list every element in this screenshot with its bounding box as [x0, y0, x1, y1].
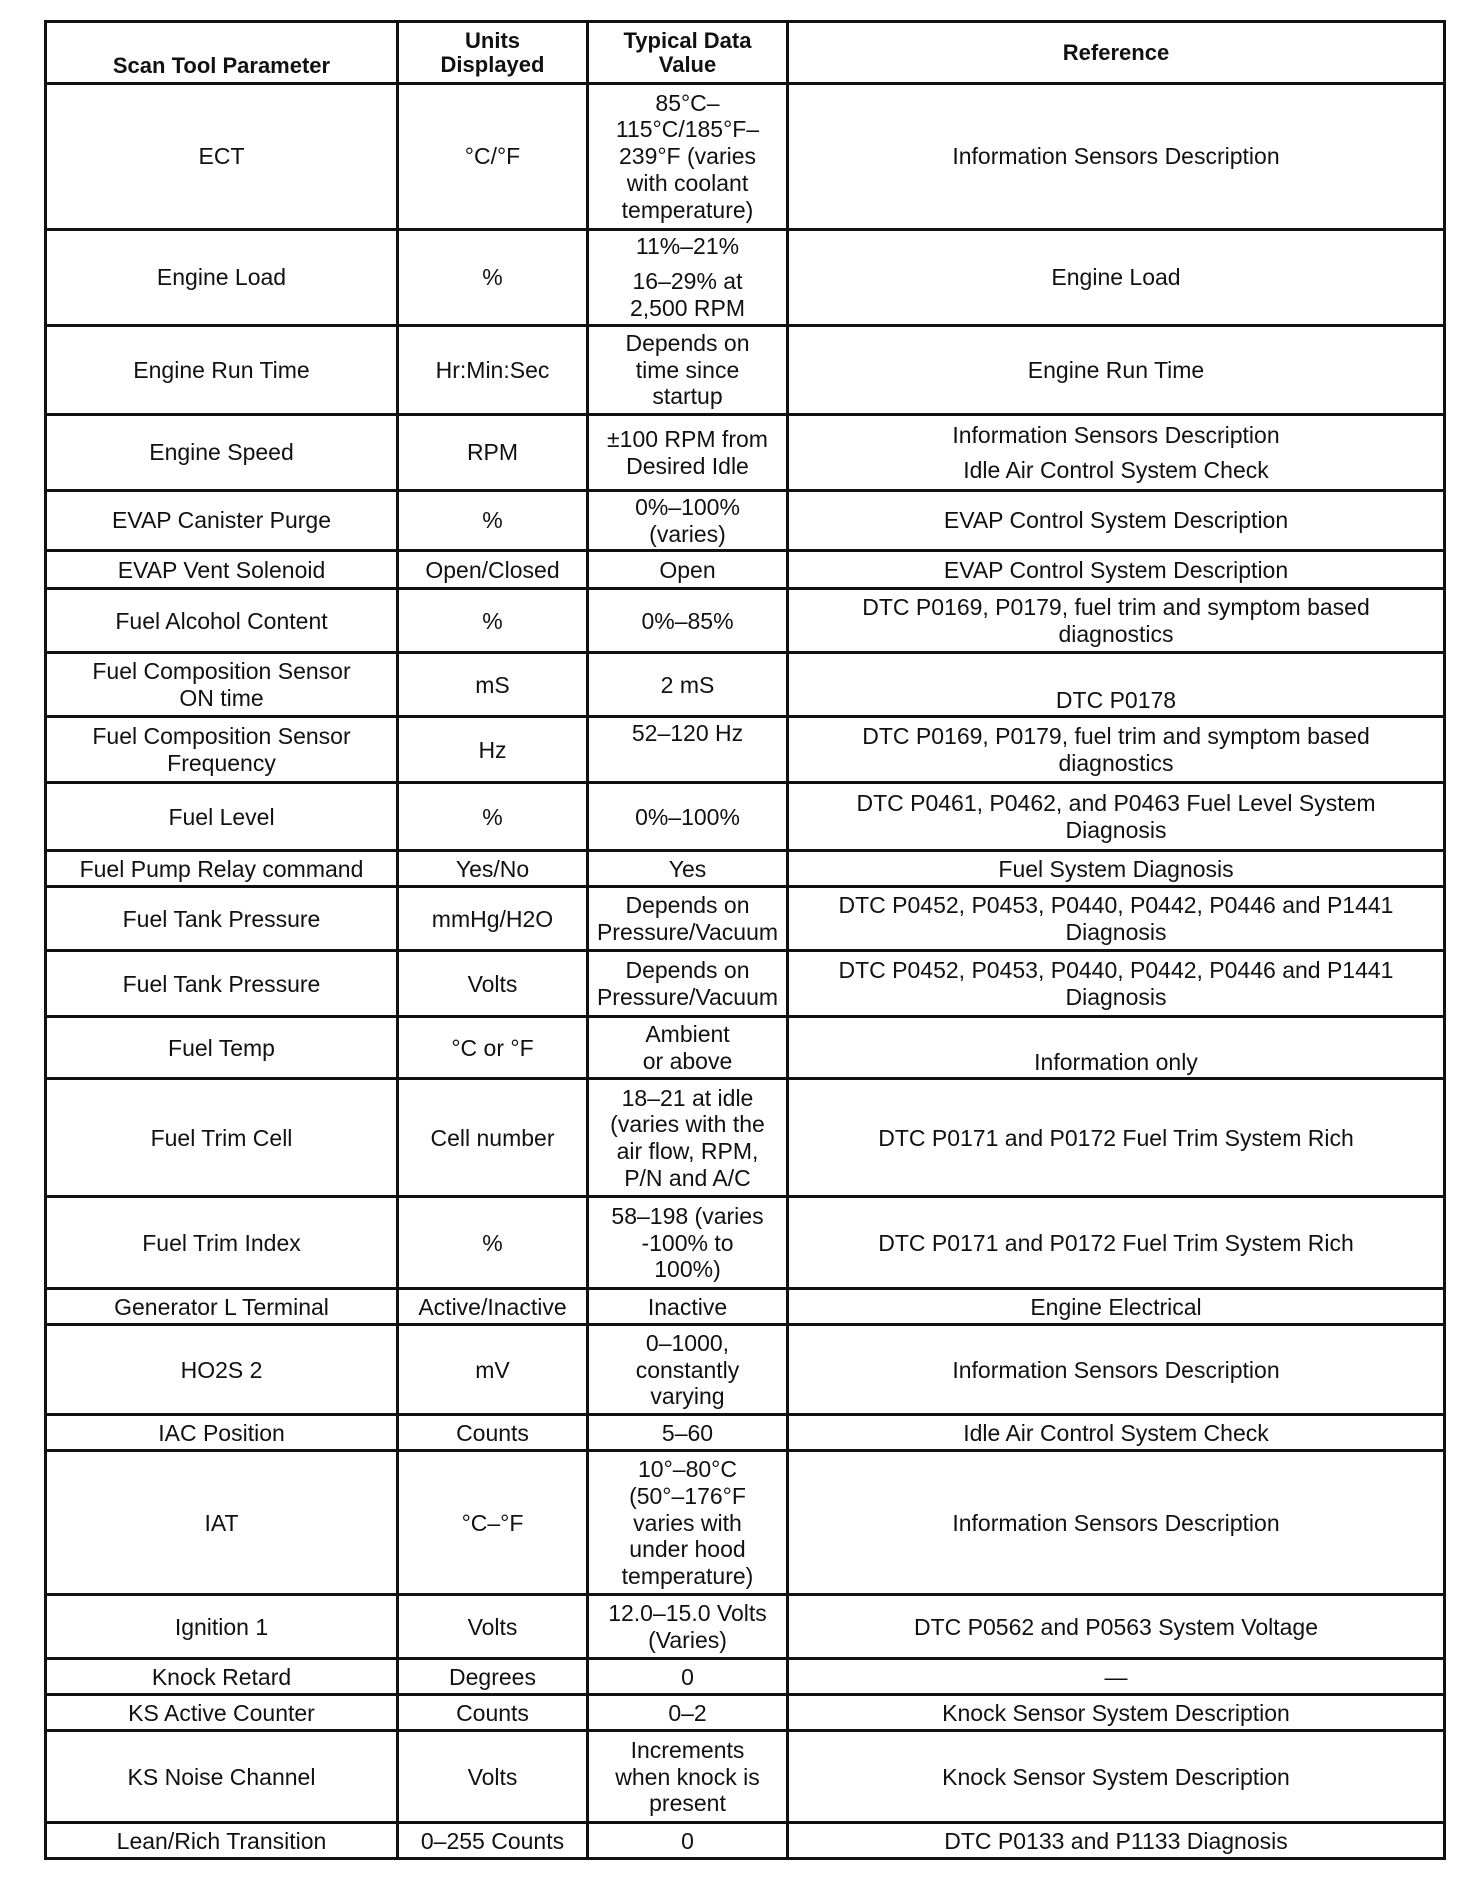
- table-row: [46, 887, 1445, 951]
- typical-cell: Yes: [588, 851, 788, 887]
- typical-cell: 0%–100%: [588, 783, 788, 851]
- reference-cell: DTC P0461, P0462, and P0463 Fuel Level System Diagnosis: [788, 783, 1445, 851]
- table-row: [46, 1017, 1445, 1079]
- typical-cell: Open: [588, 551, 788, 589]
- typical-cell: Depends on Pressure/Vacuum: [588, 951, 788, 1017]
- typical-cell: [588, 230, 788, 326]
- typical-cell: 10°–80°C (50°–176°F varies with under hood temperature): [588, 1451, 788, 1595]
- reference-cell: [788, 415, 1445, 491]
- header-typical-data-value: Typical Data Value: [588, 22, 788, 84]
- reference-cell: DTC P0452, P0453, P0440, P0442, P0446 and P1441 Diagnosis: [788, 951, 1445, 1017]
- reference-cell: Information Sensors Description: [788, 1325, 1445, 1415]
- typical-cell: 12.0–15.0 Volts (Varies): [588, 1595, 788, 1659]
- table-row: [46, 783, 1445, 851]
- param-cell: Fuel Level: [46, 783, 398, 851]
- table-row: [46, 326, 1445, 415]
- param-cell: Fuel Pump Relay command: [46, 851, 398, 887]
- table-row: [46, 851, 1445, 887]
- units-cell: mmHg/H2O: [398, 887, 588, 951]
- table-row: [46, 491, 1445, 551]
- units-cell: %: [398, 589, 588, 653]
- reference-cell: DTC P0178: [788, 653, 1445, 717]
- typical-cell: Depends on time since startup: [588, 326, 788, 415]
- header-row: [46, 22, 1445, 84]
- table-row: [46, 1325, 1445, 1415]
- typical-cell: Inactive: [588, 1289, 788, 1325]
- reference-cell: Information only: [788, 1017, 1445, 1079]
- reference-cell: DTC P0133 and P1133 Diagnosis: [788, 1823, 1445, 1859]
- units-cell: Hz: [398, 717, 588, 783]
- reference-cell: Engine Electrical: [788, 1289, 1445, 1325]
- param-cell: Fuel Trim Cell: [46, 1079, 398, 1197]
- typical-cell: Depends on Pressure/Vacuum: [588, 887, 788, 951]
- param-cell: Fuel Tank Pressure: [46, 951, 398, 1017]
- table-row: [46, 1595, 1445, 1659]
- units-cell: Volts: [398, 1595, 588, 1659]
- param-cell: Fuel Trim Index: [46, 1197, 398, 1289]
- param-cell: HO2S 2: [46, 1325, 398, 1415]
- reference-cell: Engine Load: [788, 230, 1445, 326]
- param-cell: Ignition 1: [46, 1595, 398, 1659]
- param-cell: Engine Speed: [46, 415, 398, 491]
- header-scan-tool-parameter: Scan Tool Parameter: [46, 22, 398, 84]
- header-reference: Reference: [788, 22, 1445, 84]
- table-row: [46, 1451, 1445, 1595]
- table-row: [46, 653, 1445, 717]
- units-cell: %: [398, 230, 588, 326]
- param-cell: Generator L Terminal: [46, 1289, 398, 1325]
- reference-cell: Information Sensors Description: [788, 84, 1445, 230]
- typical-cell: 0–2: [588, 1695, 788, 1731]
- typical-cell: 18–21 at idle (varies with the air flow, RPM, P/N and A/C: [588, 1079, 788, 1197]
- units-cell: Counts: [398, 1695, 588, 1731]
- reference-cell: EVAP Control System Description: [788, 491, 1445, 551]
- table-body: [46, 84, 1445, 1859]
- table-row: [46, 1197, 1445, 1289]
- typical-value-line: 16–29% at 2,500 RPM: [629, 268, 746, 321]
- table-row: [46, 1289, 1445, 1325]
- units-cell: Hr:Min:Sec: [398, 326, 588, 415]
- param-cell: KS Active Counter: [46, 1695, 398, 1731]
- reference-cell: DTC P0171 and P0172 Fuel Trim System Rich: [788, 1197, 1445, 1289]
- reference-cell: —: [788, 1659, 1445, 1695]
- units-cell: °C or °F: [398, 1017, 588, 1079]
- reference-cell: Knock Sensor System Description: [788, 1695, 1445, 1731]
- param-cell: Engine Load: [46, 230, 398, 326]
- reference-cell: DTC P0171 and P0172 Fuel Trim System Rich: [788, 1079, 1445, 1197]
- units-cell: Volts: [398, 1731, 588, 1823]
- param-cell: Fuel Composition Sensor ON time: [46, 653, 398, 717]
- param-cell: Engine Run Time: [46, 326, 398, 415]
- units-cell: Counts: [398, 1415, 588, 1451]
- reference-cell: Fuel System Diagnosis: [788, 851, 1445, 887]
- units-cell: 0–255 Counts: [398, 1823, 588, 1859]
- param-cell: Knock Retard: [46, 1659, 398, 1695]
- reference-cell: Knock Sensor System Description: [788, 1731, 1445, 1823]
- units-cell: Yes/No: [398, 851, 588, 887]
- units-cell: mV: [398, 1325, 588, 1415]
- table-row: [46, 589, 1445, 653]
- table-row: [46, 1695, 1445, 1731]
- reference-line: Information Sensors Description: [952, 421, 1280, 448]
- typical-cell: 0%–100% (varies): [588, 491, 788, 551]
- typical-cell: 0: [588, 1659, 788, 1695]
- reference-cell: Information Sensors Description: [788, 1451, 1445, 1595]
- reference-cell: DTC P0452, P0453, P0440, P0442, P0446 and P1441 Diagnosis: [788, 887, 1445, 951]
- param-cell: Fuel Composition Sensor Frequency: [46, 717, 398, 783]
- typical-cell: 0–1000, constantly varying: [588, 1325, 788, 1415]
- typical-cell: 0%–85%: [588, 589, 788, 653]
- typical-value-line: 11%–21%: [635, 233, 740, 260]
- table-row: [46, 1731, 1445, 1823]
- reference-line: Idle Air Control System Check: [963, 456, 1269, 483]
- param-cell: EVAP Vent Solenoid: [46, 551, 398, 589]
- table-row: [46, 84, 1445, 230]
- units-cell: Volts: [398, 951, 588, 1017]
- units-cell: Open/Closed: [398, 551, 588, 589]
- units-cell: RPM: [398, 415, 588, 491]
- param-cell: Lean/Rich Transition: [46, 1823, 398, 1859]
- table-row: [46, 951, 1445, 1017]
- units-cell: %: [398, 491, 588, 551]
- typical-cell: 0: [588, 1823, 788, 1859]
- typical-cell: 52–120 Hz: [588, 717, 788, 783]
- table-row: [46, 230, 1445, 326]
- param-cell: EVAP Canister Purge: [46, 491, 398, 551]
- units-cell: °C/°F: [398, 84, 588, 230]
- table-row: [46, 1823, 1445, 1859]
- scan-tool-data-table: [44, 20, 1446, 1860]
- table-row: [46, 415, 1445, 491]
- typical-cell: Increments when knock is present: [588, 1731, 788, 1823]
- reference-cell: Engine Run Time: [788, 326, 1445, 415]
- reference-cell: EVAP Control System Description: [788, 551, 1445, 589]
- reference-cell: DTC P0169, P0179, fuel trim and symptom based diagnostics: [788, 589, 1445, 653]
- table-row: [46, 551, 1445, 589]
- reference-cell: DTC P0169, P0179, fuel trim and symptom based diagnostics: [788, 717, 1445, 783]
- reference-cell: DTC P0562 and P0563 System Voltage: [788, 1595, 1445, 1659]
- units-cell: %: [398, 1197, 588, 1289]
- param-cell: Fuel Temp: [46, 1017, 398, 1079]
- param-cell: Fuel Tank Pressure: [46, 887, 398, 951]
- table-header: [46, 22, 1445, 84]
- typical-cell: 5–60: [588, 1415, 788, 1451]
- reference-cell: Idle Air Control System Check: [788, 1415, 1445, 1451]
- table-row: [46, 1659, 1445, 1695]
- units-cell: °C–°F: [398, 1451, 588, 1595]
- table-row: [46, 717, 1445, 783]
- typical-cell: 58–198 (varies -100% to 100%): [588, 1197, 788, 1289]
- units-cell: Active/Inactive: [398, 1289, 588, 1325]
- typical-cell: 2 mS: [588, 653, 788, 717]
- param-cell: IAT: [46, 1451, 398, 1595]
- units-cell: Cell number: [398, 1079, 588, 1197]
- table-row: [46, 1415, 1445, 1451]
- header-units-displayed: Units Displayed: [398, 22, 588, 84]
- param-cell: IAC Position: [46, 1415, 398, 1451]
- table-row: [46, 1079, 1445, 1197]
- param-cell: ECT: [46, 84, 398, 230]
- units-cell: Degrees: [398, 1659, 588, 1695]
- param-cell: Fuel Alcohol Content: [46, 589, 398, 653]
- units-cell: %: [398, 783, 588, 851]
- typical-cell: Ambient or above: [588, 1017, 788, 1079]
- units-cell: mS: [398, 653, 588, 717]
- param-cell: KS Noise Channel: [46, 1731, 398, 1823]
- typical-cell: 85°C– 115°C/185°F– 239°F (varies with coolant temperature): [588, 84, 788, 230]
- typical-cell: ±100 RPM from Desired Idle: [588, 415, 788, 491]
